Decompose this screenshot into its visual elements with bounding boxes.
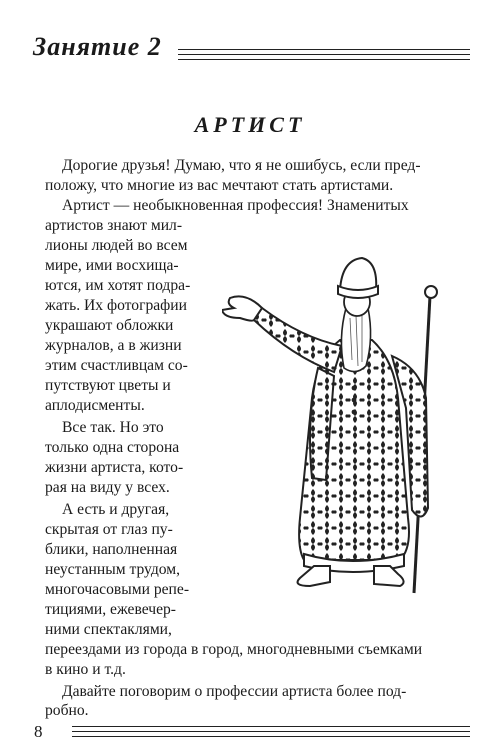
staff-knob xyxy=(425,286,437,298)
text-line: ними спектаклями, xyxy=(45,621,172,638)
text-line: жизни артиста, кото- xyxy=(45,459,184,476)
footer-rule-middle xyxy=(72,731,470,732)
text-line: блики, наполненная xyxy=(45,541,178,558)
header-rule-middle xyxy=(178,54,470,55)
text-line: робно. xyxy=(45,701,93,721)
text-line: в кино и т.д. xyxy=(45,661,126,678)
text-line: только одна сторона xyxy=(45,439,180,456)
text-line: лионы людей во всем xyxy=(45,237,188,254)
text-line: неустанным трудом, xyxy=(45,561,181,578)
text-line: рая на виду у всех. xyxy=(45,479,170,496)
text-line: скрытая от глаз пу- xyxy=(45,521,173,538)
text-line: Давайте поговорим о профессии артиста более под- xyxy=(62,683,407,700)
text-line: Артист — необыкновенная профессия! Знаменитых xyxy=(62,197,409,214)
text-line: переездами из города в город, многодневными съемками xyxy=(45,641,423,658)
header-rule-top xyxy=(178,49,470,50)
text-line: многочасовыми репе- xyxy=(45,581,190,598)
boot-left xyxy=(298,566,330,586)
text-line: мире, ими восхища- xyxy=(45,257,179,274)
text-line: путствуют цветы и xyxy=(45,377,171,394)
text-line: Дорогие друзья! Думаю, что я не ошибусь, если пред- xyxy=(62,157,421,174)
header-rule-bottom xyxy=(178,59,470,60)
hat xyxy=(340,258,376,290)
actor-illustration xyxy=(222,248,460,602)
footer-rule-top xyxy=(72,726,470,727)
text-line: журналов, а в жизни xyxy=(45,337,182,354)
footer-rule-bottom xyxy=(72,736,470,737)
boot-right xyxy=(374,566,404,586)
page-number: 8 xyxy=(34,722,43,741)
text-line: украшают обложки xyxy=(45,317,174,334)
text-line: артистов знают мил- xyxy=(45,217,183,234)
text-line: ются, им хотят подра- xyxy=(45,277,191,294)
text-line: жать. Их фотографии xyxy=(45,297,187,314)
hand xyxy=(222,296,262,320)
text-line: А есть и другая, xyxy=(62,501,170,518)
text-line: аплодисменты. xyxy=(45,397,145,414)
text-line: положу, что многие из вас мечтают стать артистами. xyxy=(45,177,394,194)
text-line: тициями, ежевечер- xyxy=(45,601,177,618)
lesson-heading: Занятие 2 xyxy=(33,32,162,61)
text-line: Все так. Но это xyxy=(62,419,164,436)
text-line: этим счастливцам со- xyxy=(45,357,188,374)
page-title: АРТИСТ xyxy=(194,112,306,137)
